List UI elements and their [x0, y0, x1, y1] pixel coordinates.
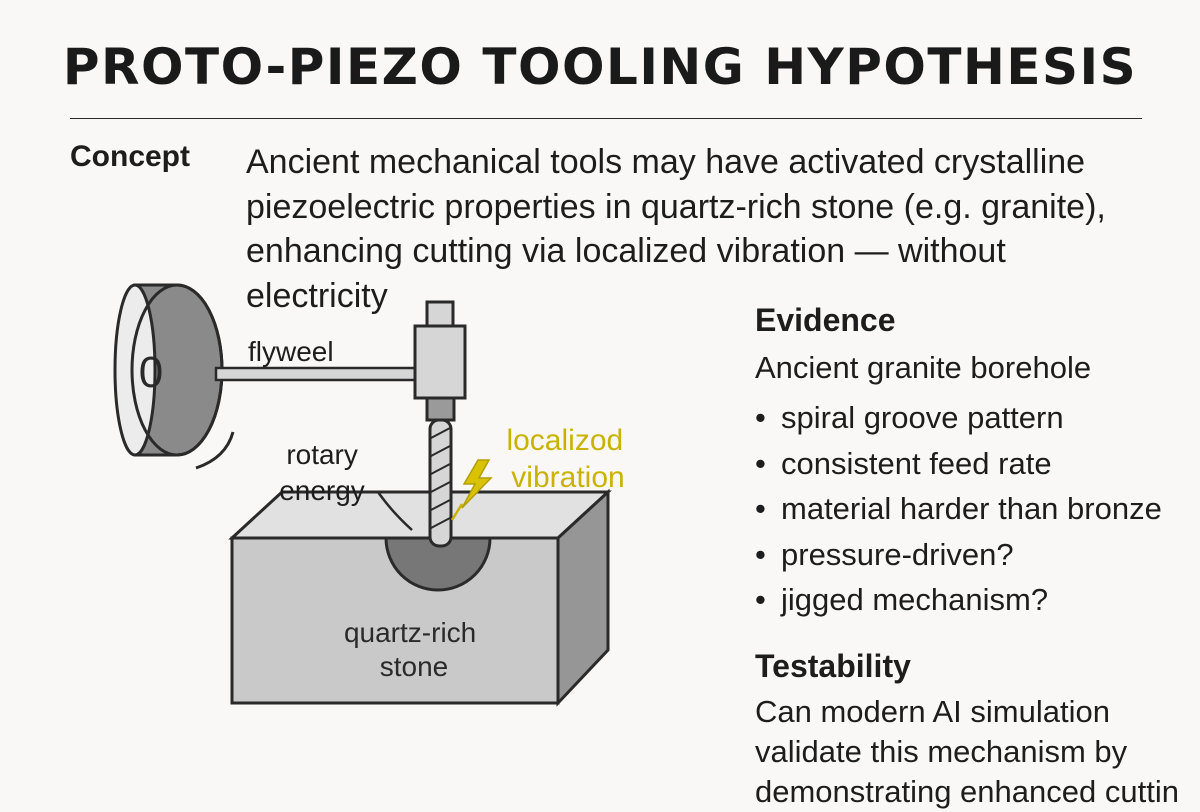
- list-item: • spiral groove pattern: [755, 395, 1162, 441]
- evidence-heading: Evidence: [755, 302, 896, 338]
- testability-line: validate this mechanism by: [755, 734, 1128, 769]
- list-item: • jigged mechanism?: [755, 577, 1162, 623]
- testability-text: [755, 692, 1179, 812]
- concept-line: enhancing cutting via localized vibration — without: [246, 232, 1006, 270]
- list-item: • consistent feed rate: [755, 441, 1162, 487]
- concept-line: Ancient mechanical tools may have activated crystalline: [246, 143, 1086, 181]
- tool-housing: [415, 326, 465, 398]
- testability-heading: Testability: [755, 648, 911, 684]
- flywheel-label: flyweel: [248, 336, 334, 367]
- concept-line: electricity: [246, 276, 388, 315]
- flywheel-mark: 0: [138, 348, 164, 397]
- vibration-label-line: vibration: [511, 461, 625, 494]
- evidence-list: [755, 395, 1162, 623]
- bullet: •: [755, 445, 766, 481]
- bullet: •: [755, 491, 766, 526]
- stone-label-line: stone: [379, 651, 449, 682]
- vibration-label-line: localizod: [506, 424, 624, 457]
- tool-collar: [427, 398, 454, 420]
- concept-line: piezoelectric properties in quartz-rich stone (e.g. granite),: [246, 187, 1106, 226]
- list-item: • pressure-driven?: [755, 532, 1162, 578]
- rotary-energy-label: [279, 439, 365, 506]
- rotary-label-line: energy: [279, 475, 365, 506]
- bullet: •: [755, 400, 766, 435]
- drive-shaft: [216, 368, 416, 380]
- testability-line: Can modern AI simulation: [755, 694, 1110, 729]
- testability-line: demonstrating enhanced cuttin: [755, 774, 1179, 809]
- tool-spindle-top: [427, 302, 453, 326]
- vibration-label: [506, 424, 631, 494]
- page-title: PROTO-PIEZO TOOLING HYPOTHESIS: [62, 38, 1138, 96]
- concept-label: Concept: [70, 140, 190, 173]
- bullet: •: [755, 536, 766, 572]
- evidence-intro: Ancient granite borehole: [755, 350, 1092, 385]
- rotary-label-line: rotary: [286, 439, 358, 470]
- list-item: • material harder than bronze: [755, 486, 1162, 532]
- bullet: •: [755, 582, 766, 617]
- stone-label-line: quartz-rich: [343, 617, 477, 648]
